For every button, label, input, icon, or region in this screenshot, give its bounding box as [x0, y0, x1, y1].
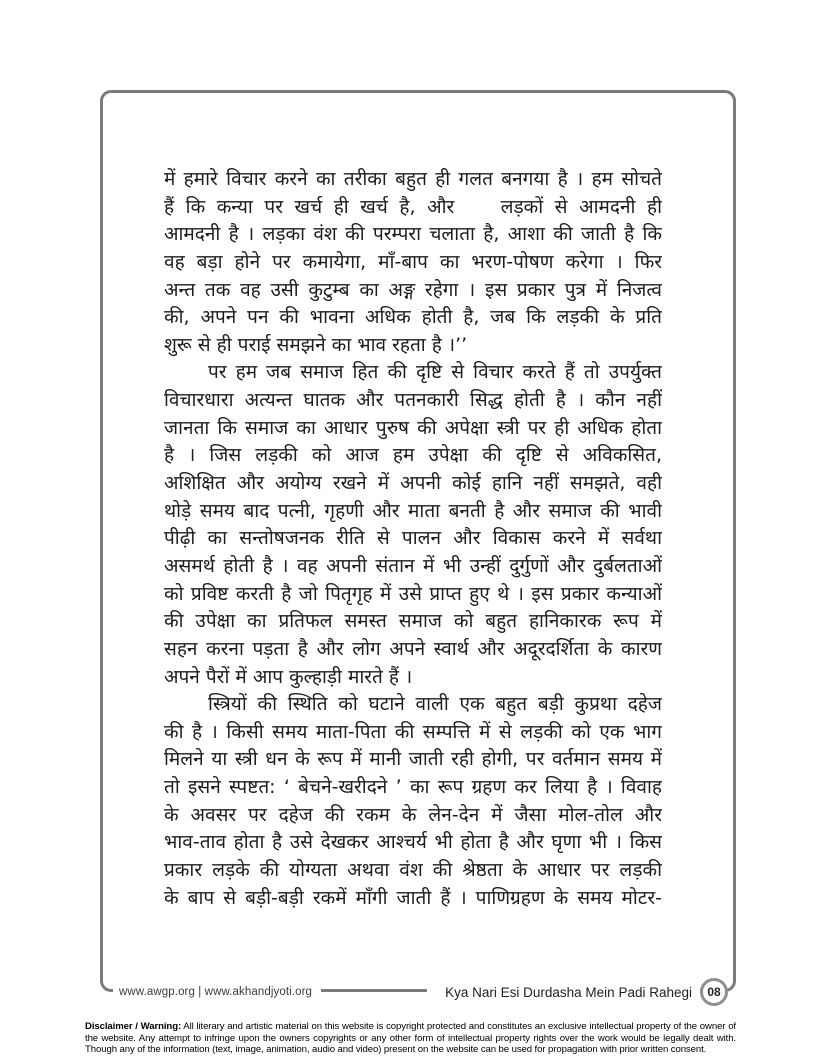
text-line: असमर्थ होती है । वह अपनी संतान में भी उन्हीं दुर्गुणों और दुर्बलताओं [164, 554, 662, 577]
text-line: आमदनी है । लड़का वंश की परम्परा चलाता है, आशा की जाती है कि [164, 223, 662, 246]
text-line: वह बड़ा होने पर कमायेगा, माँ-बाप का भरण-पोषण करेगा । फिर [164, 250, 662, 273]
text-line: को प्रविष्ट करती है जो पितृगृह में उसे प्राप्त हुए थे । इस प्रकार कन्याओं [164, 582, 662, 605]
text-line: प्रकार लड़के की योग्यता अथवा वंश की श्रेष्ठता के आधार पर लड़की [164, 859, 662, 882]
text-line: की है । किसी समय माता-पिता की सम्पत्ति में से लड़की को एक भाग [164, 720, 662, 743]
text-line: अन्त तक वह उसी कुटुम्ब का अङ्ग रहेगा । इस प्रकार पुत्र में निजत्व [164, 278, 662, 301]
page-number-badge [700, 978, 728, 1006]
disclaimer [85, 1021, 736, 1056]
text-line: के बाप से बड़ी-बड़ी रकमें माँगी जाती हैं । पाणिग्रहण के समय मोटर- [164, 886, 662, 909]
text-line: विचारधारा अत्यन्त घातक और पतनकारी सिद्ध होती है । कौन नहीं [164, 389, 662, 412]
text-line: की, अपने पन की भावना अधिक होती है, जब कि लड़की के प्रति [164, 306, 662, 329]
footer-websites: www.awgp.org | www.akhandjyoti.org [113, 982, 321, 1002]
text-line: हैं कि कन्या पर खर्च ही खर्च है, और लड़कों से आमदनी ही [164, 195, 662, 218]
text-line: की उपेक्षा का प्रतिफल समस्त समाज को बहुत हानिकारक रूप में [164, 610, 662, 633]
text-line: अपने पैरों में आप कुल्हाड़ी मारते हैं । [164, 665, 413, 688]
text-line: सहन करना पड़ता है और लोग अपने स्वार्थ और अदूरदर्शिता के कारण [164, 637, 662, 660]
page-number: 08 [707, 985, 721, 999]
text-line: में हमारे विचार करने का तरीका बहुत ही गलत बनगया है । हम सोचते [164, 168, 662, 190]
text-line: जानता कि समाज का आधार पुरुष की अपेक्षा स्त्री पर ही अधिक होता [164, 416, 662, 439]
text-line: है । जिस लड़की को आज हम उपेक्षा की दृष्टि से अविकसित, [164, 444, 662, 467]
footer-book-title: Kya Nari Esi Durdasha Mein Padi Rahegi [427, 981, 700, 1004]
text-line: शुरू से ही पराई समझने का भाव रहता है ।’’ [164, 333, 468, 356]
text-line: पर हम जब समाज हित की दृष्टि से विचार करते हैं तो उपर्युक्त [208, 361, 662, 384]
text-line: पीढ़ी का सन्तोषजनक रीति से पालन और विकास करने में सर्वथा [164, 527, 662, 550]
text-line: अशिक्षित और अयोग्य रखने में अपनी कोई हानि नहीं समझते, वही [164, 472, 662, 495]
text-line: थोड़े समय बाद पत्नी, गृहणी और माता बनती है और समाज की भावी [164, 499, 662, 522]
disclaimer-text: All literary and artistic material on this website is copyright protected and constitutes an exclusive intellectual property of the owner of the website. Any attempt to infringe upon the owners copyrights or any other form of intellectual property rights over the work would be legally dealt with. Though any of the information (text, image, animation, audio and video) present on the website can be used for propagation with prior written consent. [85, 1021, 737, 1056]
text-line: मिलने या स्त्री धन के रूप में मानी जाती रही होगी, पर वर्तमान समय में [164, 748, 662, 771]
text-line: भाव-ताव होता है उसे देखकर आश्चर्य भी होता है और घृणा भी । किस [164, 831, 662, 854]
text-line: स्त्रियों की स्थिति को घटाने वाली एक बहुत बड़ी कुप्रथा दहेज [208, 693, 662, 716]
body-text [164, 166, 662, 912]
page-footer [103, 978, 733, 1006]
disclaimer-label: Disclaimer / Warning: [85, 1021, 182, 1032]
text-line: तो इसने स्पष्टत: ‘ बेचने-खरीदने ’ का रूप ग्रहण कर लिया है । विवाह [164, 776, 662, 799]
text-line: के अवसर पर दहेज की रकम के लेन-देन में जैसा मोल-तोल और [164, 803, 662, 826]
